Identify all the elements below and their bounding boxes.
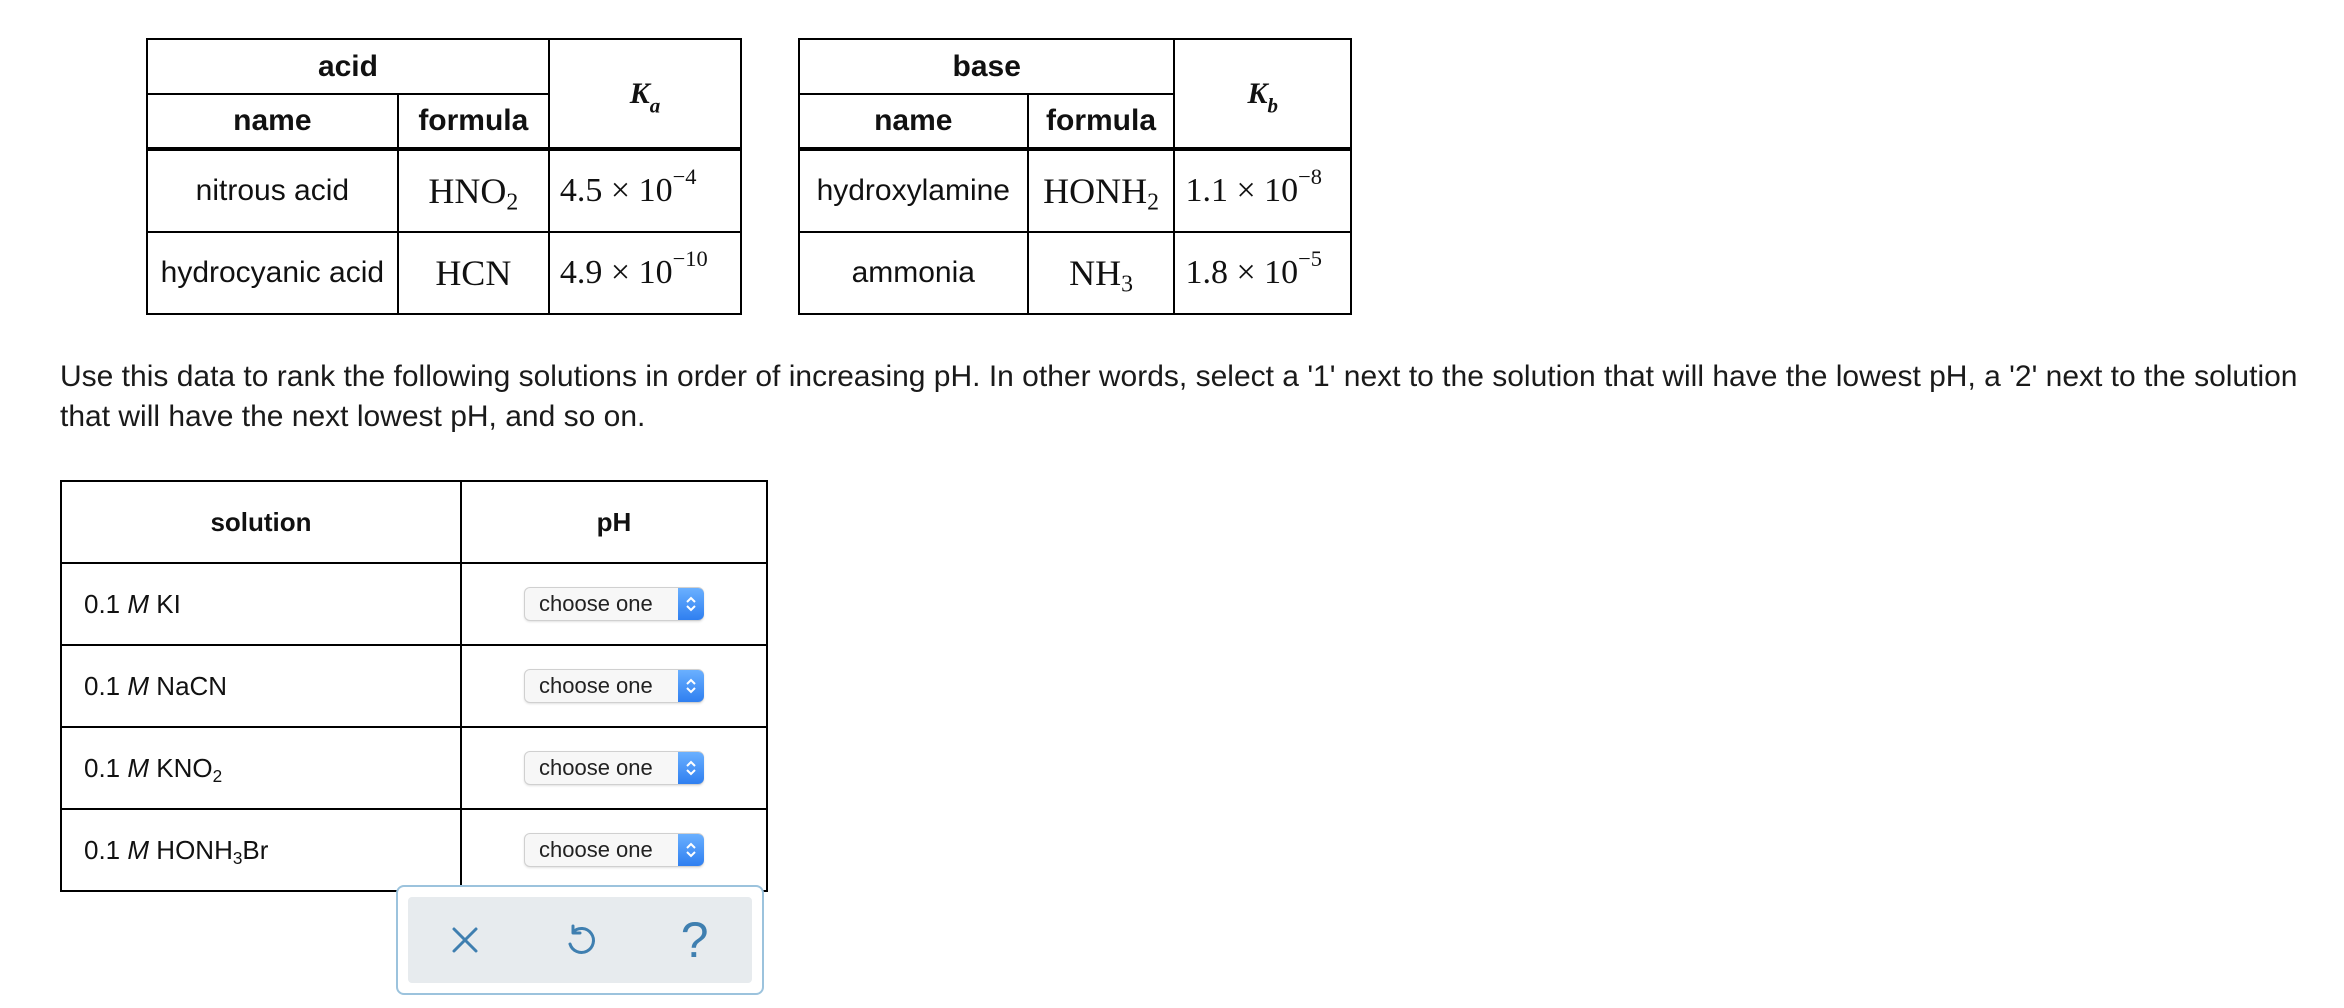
ph-header: pH (461, 481, 767, 563)
base-row (799, 149, 1351, 232)
base-formula-header: formula (1028, 94, 1175, 149)
solution-ranking-table (60, 480, 768, 892)
acid-ka-table (146, 38, 742, 315)
clear-button[interactable] (435, 910, 495, 970)
acid-name: hydrocyanic acid (147, 232, 398, 314)
ka-value: $4.9 \times 10^{-10}$ (549, 232, 741, 314)
select-value: choose one (539, 673, 653, 698)
help-icon: ? (680, 912, 709, 968)
base-name-header: name (799, 94, 1028, 149)
kb-header (1174, 39, 1351, 149)
instructions-text: Use this data to rank the following solutions in order of increasing pH. In other words, select a '1' next to the solution that will have the lowest pH, a '2' next to the solution that will have the next lowest pH, and so on. (60, 360, 2298, 433)
base-group-header: base (799, 39, 1174, 94)
ka-header (549, 39, 741, 149)
solution-label: 0.1 M KI (61, 563, 461, 645)
answer-toolbar (396, 885, 764, 995)
ka-symbol: K (629, 76, 650, 110)
select-arrows-icon (678, 834, 704, 866)
solution-label: 0.1 M NaCN (61, 645, 461, 727)
acid-row (147, 232, 741, 314)
solution-row (61, 563, 767, 645)
base-name: ammonia (799, 232, 1028, 314)
acid-group-header: acid (147, 39, 549, 94)
solution-row (61, 727, 767, 809)
base-formula: $NH_3$ (1028, 232, 1175, 314)
base-row (799, 232, 1351, 314)
acid-formula-header: formula (398, 94, 549, 149)
select-value: choose one (539, 755, 653, 780)
ph-rank-select[interactable] (524, 587, 704, 621)
kb-value: $1.8 \times 10^{-5}$ (1174, 232, 1351, 314)
select-value: choose one (539, 591, 653, 616)
undo-button[interactable] (550, 910, 610, 970)
solution-header: solution (61, 481, 461, 563)
solution-row (61, 645, 767, 727)
base-formula: $HONH_2$ (1028, 149, 1175, 232)
solution-row (61, 809, 767, 891)
ka-value: $4.5 \times 10^{-4}$ (549, 149, 741, 232)
ka-subscript: a (649, 92, 661, 117)
acid-formula: $HNO_2$ (398, 149, 549, 232)
select-value: choose one (539, 837, 653, 862)
select-arrows-icon (678, 588, 704, 620)
solution-label: 0.1 M $KNO_2$ (61, 727, 461, 809)
select-arrows-icon (678, 752, 704, 784)
undo-icon (562, 922, 598, 958)
kb-subscript: b (1267, 92, 1278, 117)
close-icon (450, 925, 480, 955)
kb-symbol: K (1247, 76, 1268, 110)
select-arrows-icon (678, 670, 704, 702)
base-kb-table (798, 38, 1352, 315)
kb-value: $1.1 \times 10^{-8}$ (1174, 149, 1351, 232)
acid-formula: HCN (398, 232, 549, 314)
acid-name: nitrous acid (147, 149, 398, 232)
acid-row (147, 149, 741, 232)
ph-rank-select[interactable] (524, 833, 704, 867)
acid-name-header: name (147, 94, 398, 149)
base-name: hydroxylamine (799, 149, 1028, 232)
ph-rank-select[interactable] (524, 751, 704, 785)
solution-label: 0.1 M $HONH_3Br$ (61, 809, 461, 891)
help-button[interactable] (665, 910, 725, 970)
ph-rank-select[interactable] (524, 669, 704, 703)
